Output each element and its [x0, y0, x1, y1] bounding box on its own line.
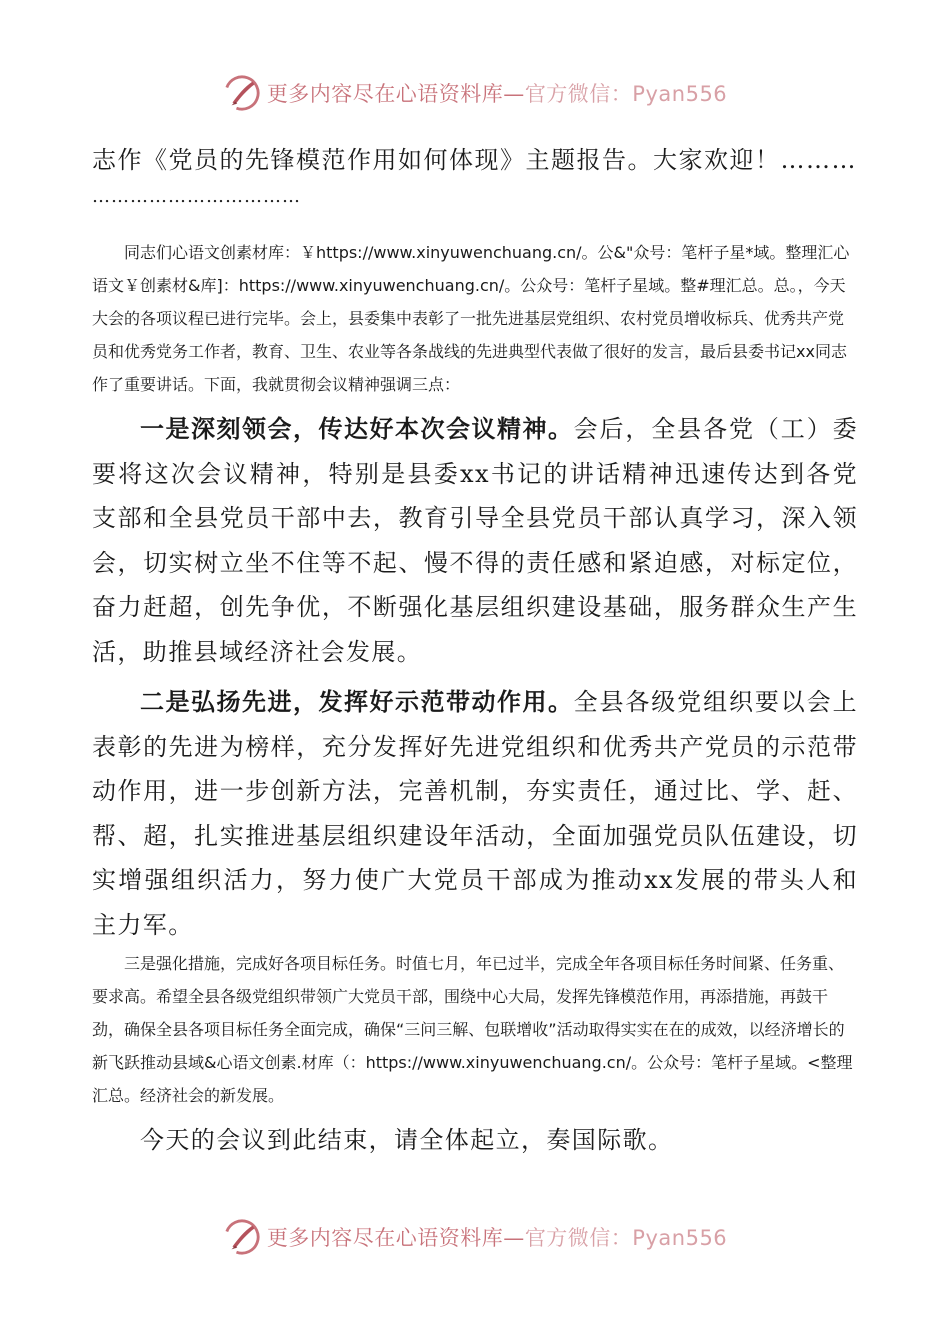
- footer-brand: 更多内容尽在心语资料库—: [266, 1226, 525, 1250]
- paragraph-point-one: [92, 407, 858, 674]
- point-two-body: 全县各级党组织要以会上表彰的先进为榜样，充分发挥好先进党组织和优秀共产党员的示范带动作用，进一步创新方法，完善机制，夯实责任，通过比、学、赶、帮、超，扎实推进基层组织建设年活动，全面加强党员队伍建设，切实增强组织活力，努力使广大党员干部成为推动xx发展的带头人和主力军。: [92, 688, 858, 939]
- closing-line: 今天的会议到此结束，请全体起立，奏国际歌。: [140, 1126, 674, 1154]
- header-brand: 更多内容尽在心语资料库—: [266, 82, 525, 106]
- opening-line: 志作《党员的先锋模范作用如何体现》主题报告。大家欢迎！………: [92, 146, 857, 174]
- paragraph-point-three: 三是强化措施，完成好各项目标任务。时值七月，年已过半，完成全年各项目标任务时间紧、任务重、要求高。希望全县各级党组织带领广大党员干部，围绕中心大局，发挥先锋模范作用，再添措施，再鼓干劲，确保全县各项目标任务全面完成，确保“三问三解、包联增收”活动取得实实在在的成效，以经济增长的新飞跃推动县域&心语文创素.材库（：https://www.xinyuwenchuang.cn/。公众号：笔杆子星域。<整理汇总。经济社会的新发展。: [92, 954, 853, 1105]
- header-contact: 官方微信：Pyan556: [524, 82, 728, 106]
- point-one-body: 会后，全县各党（工）委要将这次会议精神，特别是县委xx书记的讲话精神迅速传达到各党支部和全县党员干部中去，教育引导全县党员干部认真学习，深入领会，切实树立坐不住等不起、慢不得的责任感和紧迫感，对标定位，奋力赶超，创先争优，不断强化基层组织建设基础，服务群众生产生活，助推县域经济社会发展。: [92, 415, 858, 666]
- brush-logo-icon: [223, 74, 261, 112]
- header-text: [267, 78, 727, 108]
- point-two-title: 二是弘扬先进，发挥好示范带动作用。: [140, 687, 574, 716]
- paragraph-point-two: [92, 680, 858, 947]
- header-banner: [0, 68, 950, 118]
- footer-banner: [0, 1212, 950, 1262]
- brush-logo-icon: [223, 1218, 261, 1256]
- dots-line: ……………………………: [92, 186, 301, 207]
- document-body: [92, 138, 858, 1163]
- footer-text: [267, 1222, 727, 1252]
- point-one-title: 一是深刻领会，传达好本次会议精神。: [140, 414, 574, 443]
- footer-contact: 官方微信：Pyan556: [524, 1226, 728, 1250]
- paragraph-intro: 同志们心语文创素材库：￥https://www.xinyuwenchuang.cn/。公&"众号：笔杆子星*域。整理汇心语文￥创素材&库]：https://www.xinyuwenchuang.cn/。公众号：笔杆子星域。整#理汇总。总。，今天大会的各项议程已进行完毕。会上，县委集中表彰了一批先进基层党组织、农村党员增收标兵、优秀共产党员和优秀党务工作者，教育、卫生、农业等各条战线的先进典型代表做了很好的发言，最后县委书记xx同志作了重要讲话。下面，我就贯彻会议精神强调三点：: [92, 243, 850, 394]
